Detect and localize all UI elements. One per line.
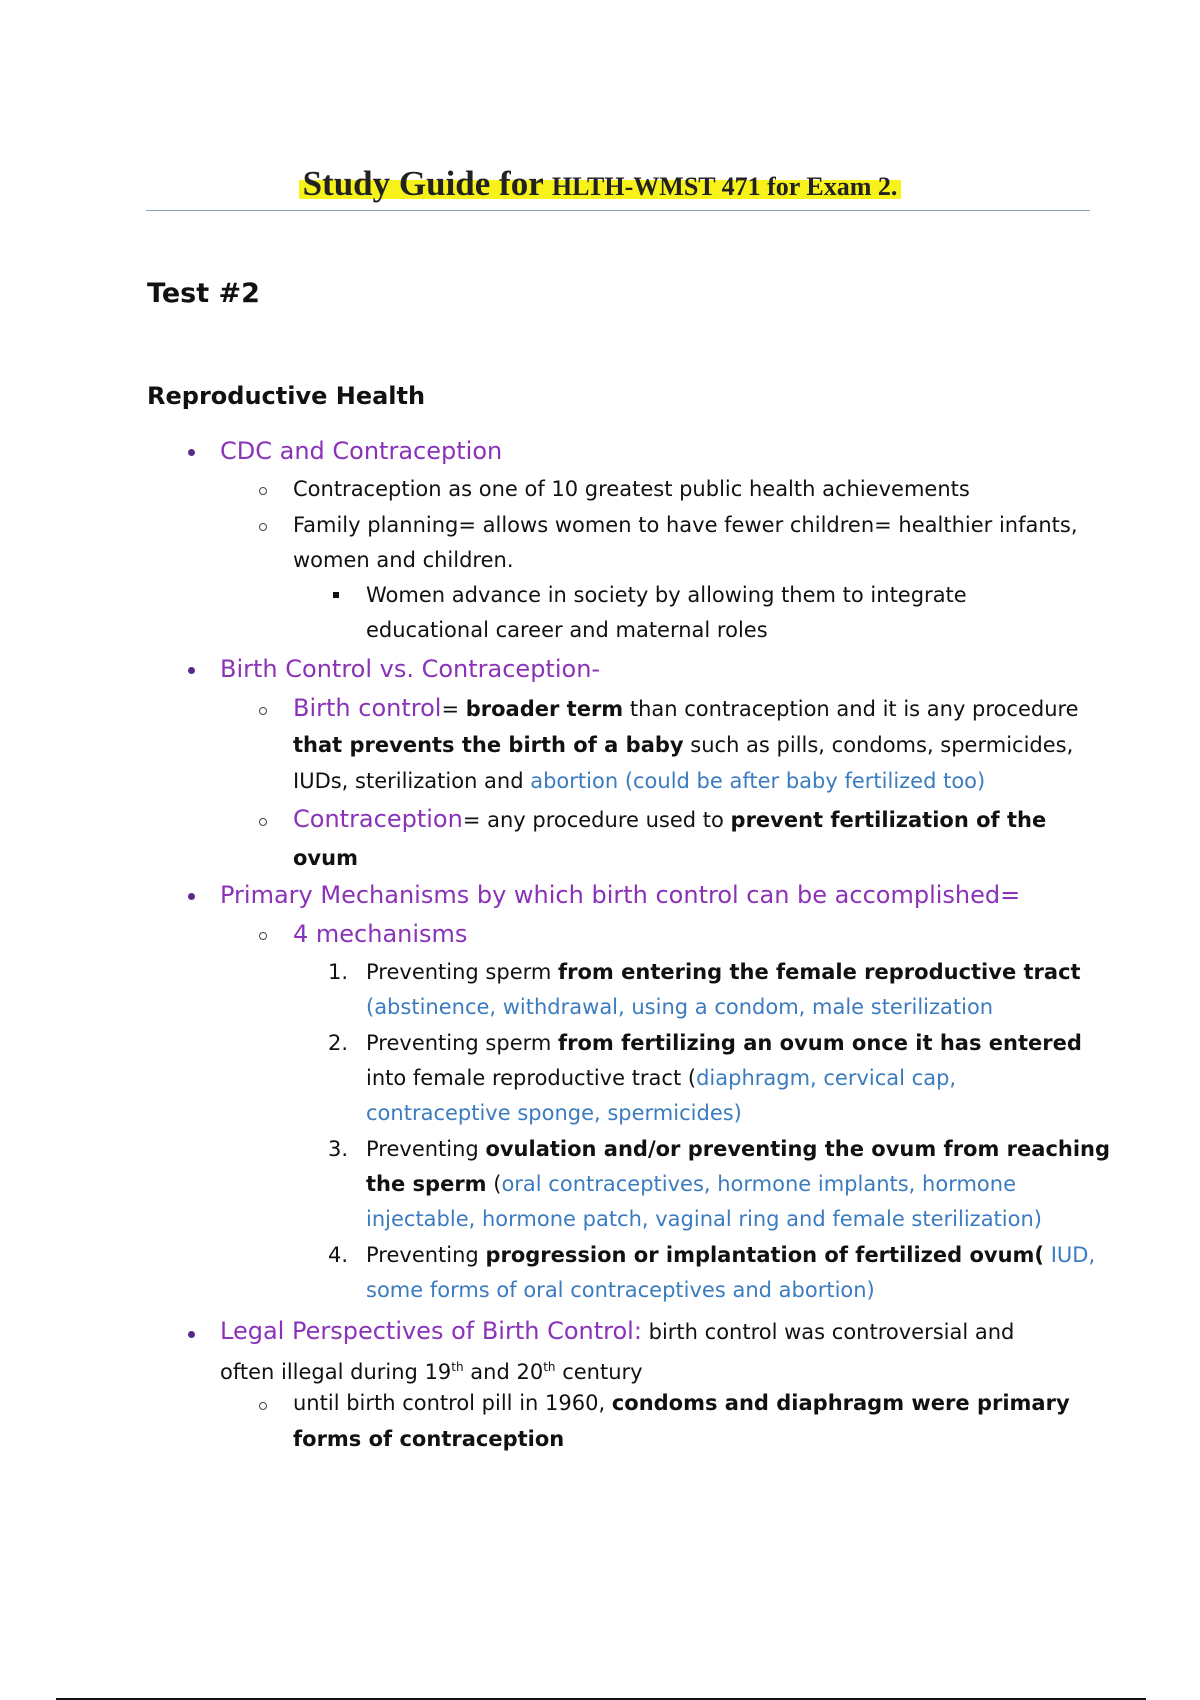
mech-3-line2: the sperm (oral contraceptives, hormone implants, hormone [366, 1172, 1016, 1196]
s2-item-a-line3: IUDs, sterilization and abortion (could be after baby fertilized too) [293, 769, 986, 793]
s1-title: CDC and Contraception [220, 437, 503, 465]
s1-item-c-line1: Women advance in society by allowing them to integrate [366, 583, 967, 607]
s1-item-b-line2: women and children. [293, 548, 514, 572]
s1-item-b-line1: Family planning= allows women to have fewer children= healthier infants, [293, 513, 1078, 537]
mech-2-line2: into female reproductive tract (diaphragm, cervical cap, [366, 1066, 957, 1090]
mech-2-line3: contraceptive sponge, spermicides) [366, 1101, 742, 1125]
test-heading: Test #2 [147, 278, 260, 309]
mech-4-line2: some forms of oral contraceptives and abortion) [366, 1278, 875, 1302]
s4-line2: often illegal during 19th and 20th century [220, 1360, 643, 1384]
s2-item-b-line1: Contraception= any procedure used to prevent fertilization of the [293, 805, 1047, 833]
bullet-dot-icon [188, 449, 195, 456]
bullet-dot-icon [188, 1331, 195, 1338]
sub-bullet-circle-icon [259, 818, 267, 826]
list-number: 1. [328, 960, 349, 984]
mech-1-line1: Preventing sperm from entering the female reproductive tract [366, 960, 1081, 984]
s1-item-c-line2: educational career and maternal roles [366, 618, 768, 642]
title-highlight: Study Guide for HLTH-WMST 471 for Exam 2. [299, 180, 902, 199]
bullet-dot-icon [188, 893, 195, 900]
s2-item-a-line1: Birth control= broader term than contraception and it is any procedure [293, 694, 1079, 722]
sub-bullet-circle-icon [259, 1402, 267, 1410]
title-underline [146, 210, 1090, 211]
document-title [0, 164, 1200, 204]
sub-bullet-circle-icon [259, 932, 267, 940]
list-number: 4. [328, 1243, 349, 1267]
sub-bullet-circle-icon [259, 487, 267, 495]
s2-item-b-line2: ovum [293, 846, 358, 870]
mech-1-line2: (abstinence, withdrawal, using a condom, male sterilization [366, 995, 994, 1019]
s3-subtitle: 4 mechanisms [293, 920, 468, 948]
bullet-dot-icon [188, 667, 195, 674]
sub-bullet-circle-icon [259, 707, 267, 715]
mech-2-line1: Preventing sperm from fertilizing an ovum once it has entered [366, 1031, 1082, 1055]
section-heading: Reproductive Health [147, 382, 426, 410]
list-number: 2. [328, 1031, 349, 1055]
s2-title: Birth Control vs. Contraception- [220, 655, 601, 683]
list-number: 3. [328, 1137, 349, 1161]
s3-title: Primary Mechanisms by which birth control can be accomplished= [220, 881, 1021, 909]
s4-line1: Legal Perspectives of Birth Control: birth control was controversial and [220, 1317, 1015, 1345]
mech-3-line1: Preventing ovulation and/or preventing the ovum from reaching [366, 1137, 1111, 1161]
mech-4-line1: Preventing progression or implantation of fertilized ovum( IUD, [366, 1243, 1096, 1267]
sub-bullet-circle-icon [259, 523, 267, 531]
sub-bullet-square-icon [333, 592, 339, 598]
s1-item-a: Contraception as one of 10 greatest public health achievements [293, 477, 970, 501]
mech-3-line3: injectable, hormone patch, vaginal ring and female sterilization) [366, 1207, 1042, 1231]
s4-item-a-line1: until birth control pill in 1960, condoms and diaphragm were primary [293, 1391, 1070, 1415]
s2-item-a-line2: that prevents the birth of a baby such as pills, condoms, spermicides, [293, 733, 1074, 757]
s4-item-a-line2: forms of contraception [293, 1427, 565, 1451]
